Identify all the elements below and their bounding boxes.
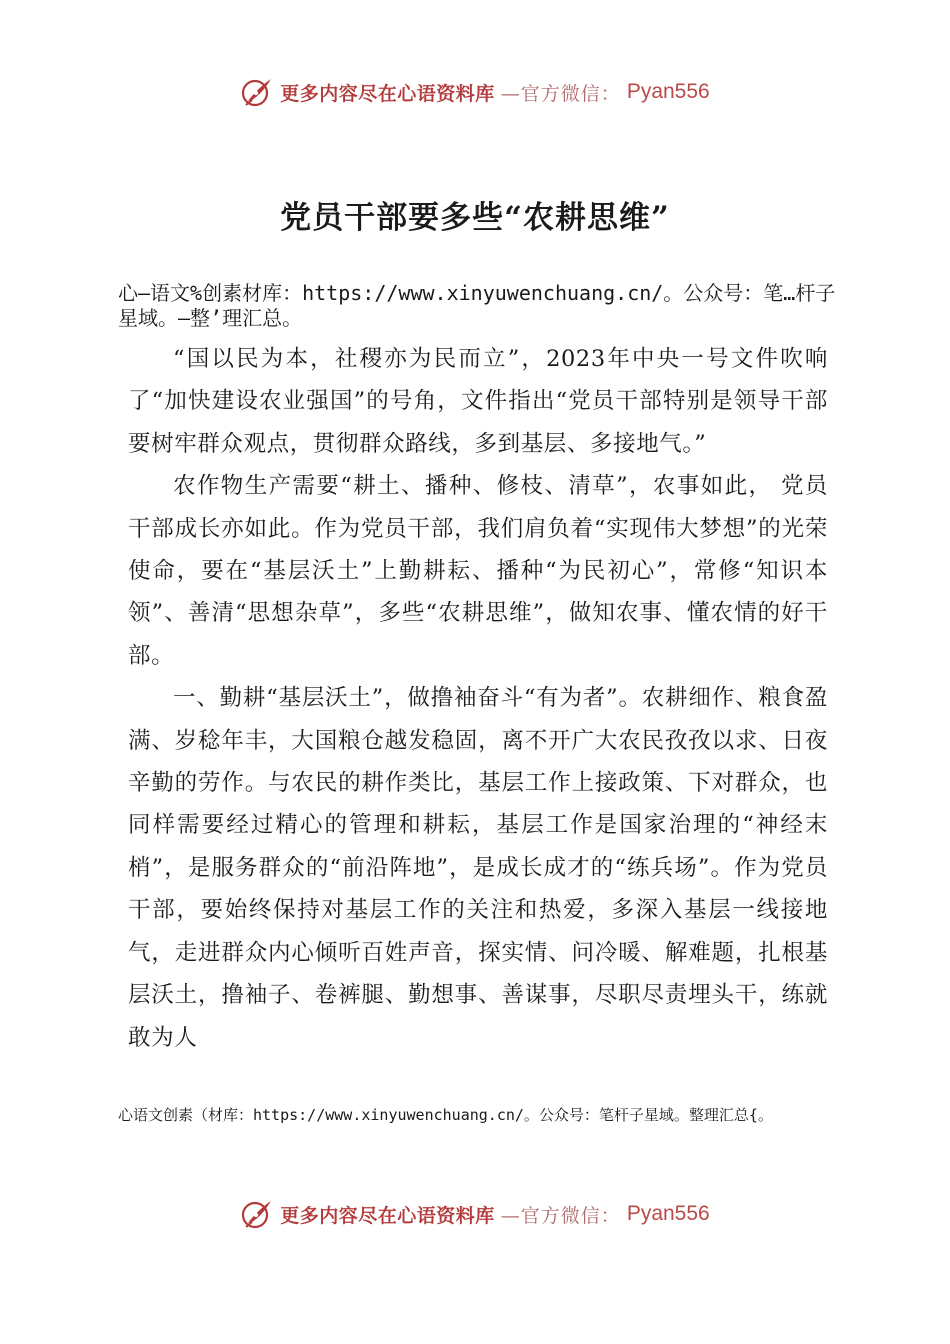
banner-brand-text: 更多内容尽在心语资料库 [280,1204,495,1227]
banner-brand-text: 更多内容尽在心语资料库 [280,82,495,105]
quill-circle-icon [240,75,274,109]
banner-wechat-label: —官方微信： [500,1204,621,1227]
header-banner [0,70,950,114]
footer-note: 心语文创素（材库：https://www.xinyuwenchuang.cn/。公众号：笔杆子星域。整理汇总{。 [118,1106,773,1124]
paragraph: 一、勤耕“基层沃土”，做撸袖奋斗“有为者”。农耕细作、粮食盈满、岁稔年丰，大国粮仓越发稳固，离不开广大农民孜孜以求、日夜辛勤的劳作。与农民的耕作类比，基层工作上接政策、下对群众，也同样需要经过精心的管理和耕耘，基层工作是国家治理的“神经末梢”，是服务群众的“前沿阵地”，是成长成才的“练兵场”。作为党员干部，要始终保持对基层工作的关注和热爱，多深入基层一线接地气，走进群众内心倾听百姓声音，探实情、问冷暖、解难题，扎根基层沃土，撸袖子、卷裤腿、勤想事、善谋事，尽职尽责埋头干，练就敢为人 [128,685,828,1051]
paragraph: 农作物生产需要“耕土、播种、修枝、清草”，农事如此， 党员干部成长亦如此。作为党员干部，我们肩负着“实现伟大梦想”的光荣使命，要在“基层沃土”上勤耕耘、播种“为民初心”，常修“知识本领”、善清“思想杂草”，多些“农耕思维”，做知农事、懂农情的好干部。 [128,473,828,669]
document-body [128,338,828,1059]
paragraph: “国以民为本，社稷亦为民而立”，2023年中央一号文件吹响了“加快建设农业强国”的号角，文件指出“党员干部特别是领导干部要树牢群众观点，贯彻群众路线，多到基层、多接地气。” [128,346,828,457]
quill-circle-icon [240,1197,274,1231]
source-line: 心—语文%创素材库：https://www.xinyuwenchuang.cn/。公众号：笔…杆子星域。—整’理汇总。 [118,281,836,330]
banner-wechat-label: —官方微信： [500,82,621,105]
footer-banner [0,1192,950,1236]
banner-wechat-id: Pyan556 [626,1202,710,1225]
document-title: 党员干部要多些“农耕思维” [280,200,670,236]
banner-wechat-id: Pyan556 [626,80,710,103]
